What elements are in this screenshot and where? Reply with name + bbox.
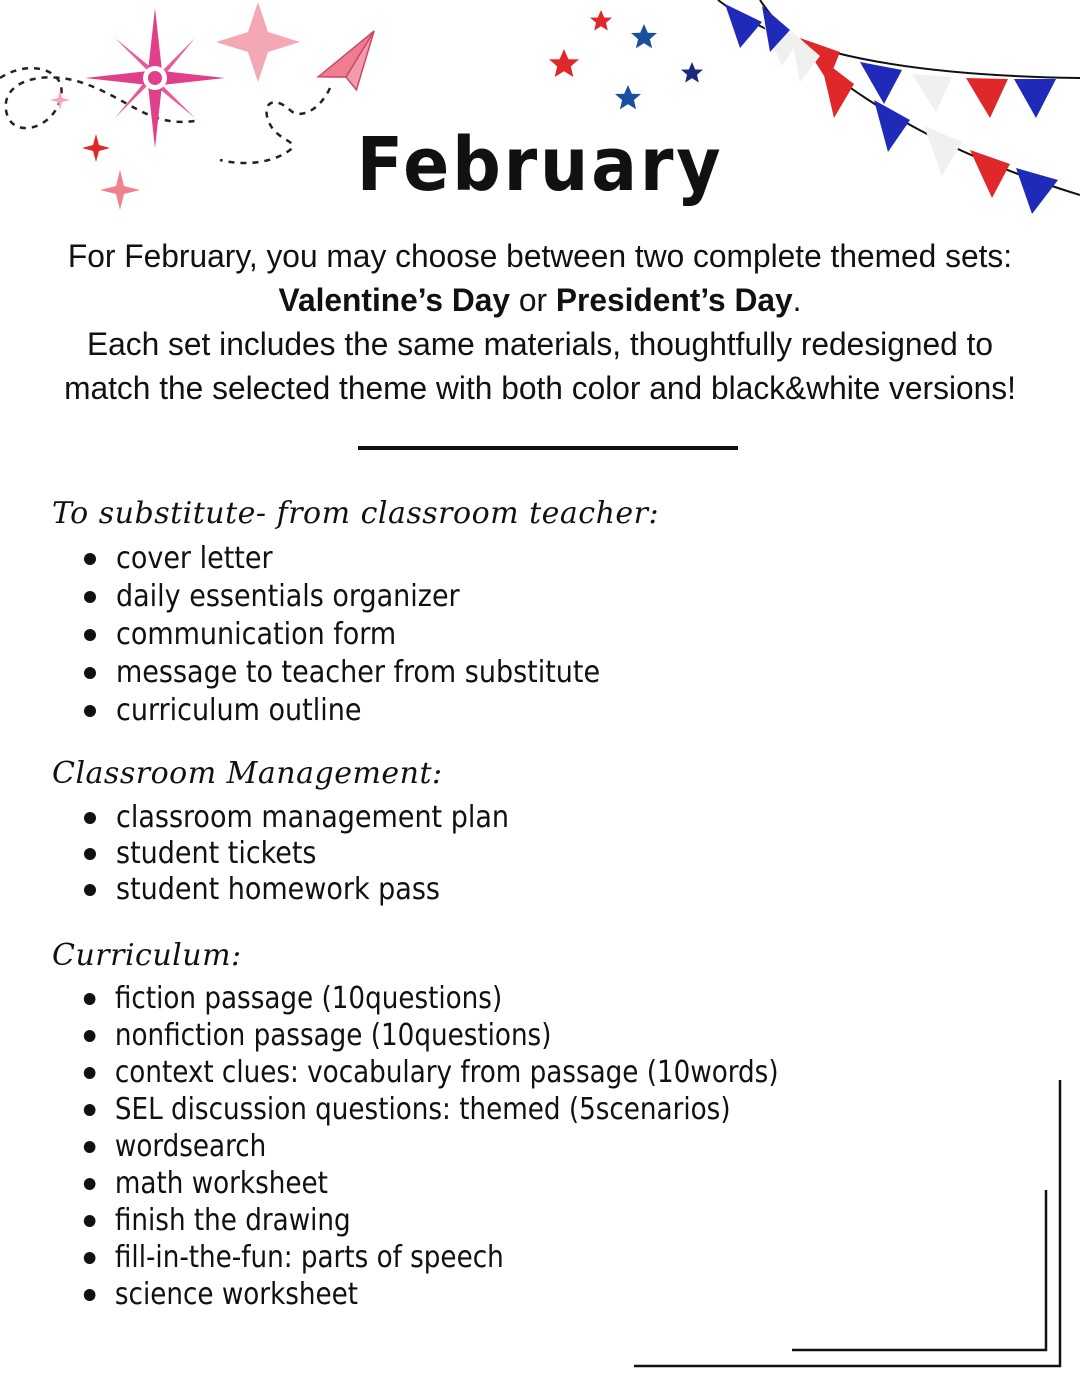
list-item: context clues: vocabulary from passage (10words) [78,1054,779,1091]
page-title: February [356,122,724,208]
paper-plane-icon [311,31,394,102]
list-item: SEL discussion questions: themed (5scenarios) [78,1091,779,1128]
intro-paragraph [0,234,1080,410]
section-heading-substitute: To substitute- from classroom teacher: [52,496,660,531]
theme-option-valentines: Valentine’s Day [278,282,511,318]
list-item: fill-in-the-fun: parts of speech [78,1239,779,1276]
star-icon [631,24,657,48]
star-icon [615,85,641,109]
list-item: cover letter [78,540,600,578]
intro-line [5,278,1075,322]
list-item: student tickets [78,836,509,872]
theme-option-presidents: President’s Day [555,282,793,318]
list-item: message to teacher from substitute [78,654,600,692]
list-item: finish the drawing [78,1202,779,1239]
list-item: math worksheet [78,1165,779,1202]
list-item: communication form [78,616,600,654]
intro-connector: or [510,282,556,318]
list-item: daily essentials organizer [78,578,600,616]
list-item: wordsearch [78,1128,779,1165]
intro-line: For February, you may choose between two complete themed sets: [67,238,1013,274]
curriculum-list [78,980,799,1313]
sparkle-icon [50,90,70,110]
management-list [78,800,509,908]
substitute-list [78,540,600,730]
star-icon [549,49,579,77]
list-item: classroom management plan [78,800,509,836]
list-item: nonfiction passage (10questions) [78,1017,779,1054]
list-item: fiction passage (10questions) [78,980,779,1017]
intro-line: match the selected theme with both color and black&white versions! [64,370,1016,406]
intro-line: Each set includes the same materials, thoughtfully redesigned to [86,326,994,362]
section-heading-curriculum: Curriculum: [52,938,242,973]
divider [358,446,738,450]
list-item: student homework pass [78,872,509,908]
sparkle-icon [216,2,300,82]
list-item: curriculum outline [78,692,600,730]
intro-period: . [792,282,802,318]
star-icon [590,10,612,31]
list-item: science worksheet [78,1276,779,1313]
star-icon [681,62,703,83]
section-heading-management: Classroom Management: [52,756,443,791]
